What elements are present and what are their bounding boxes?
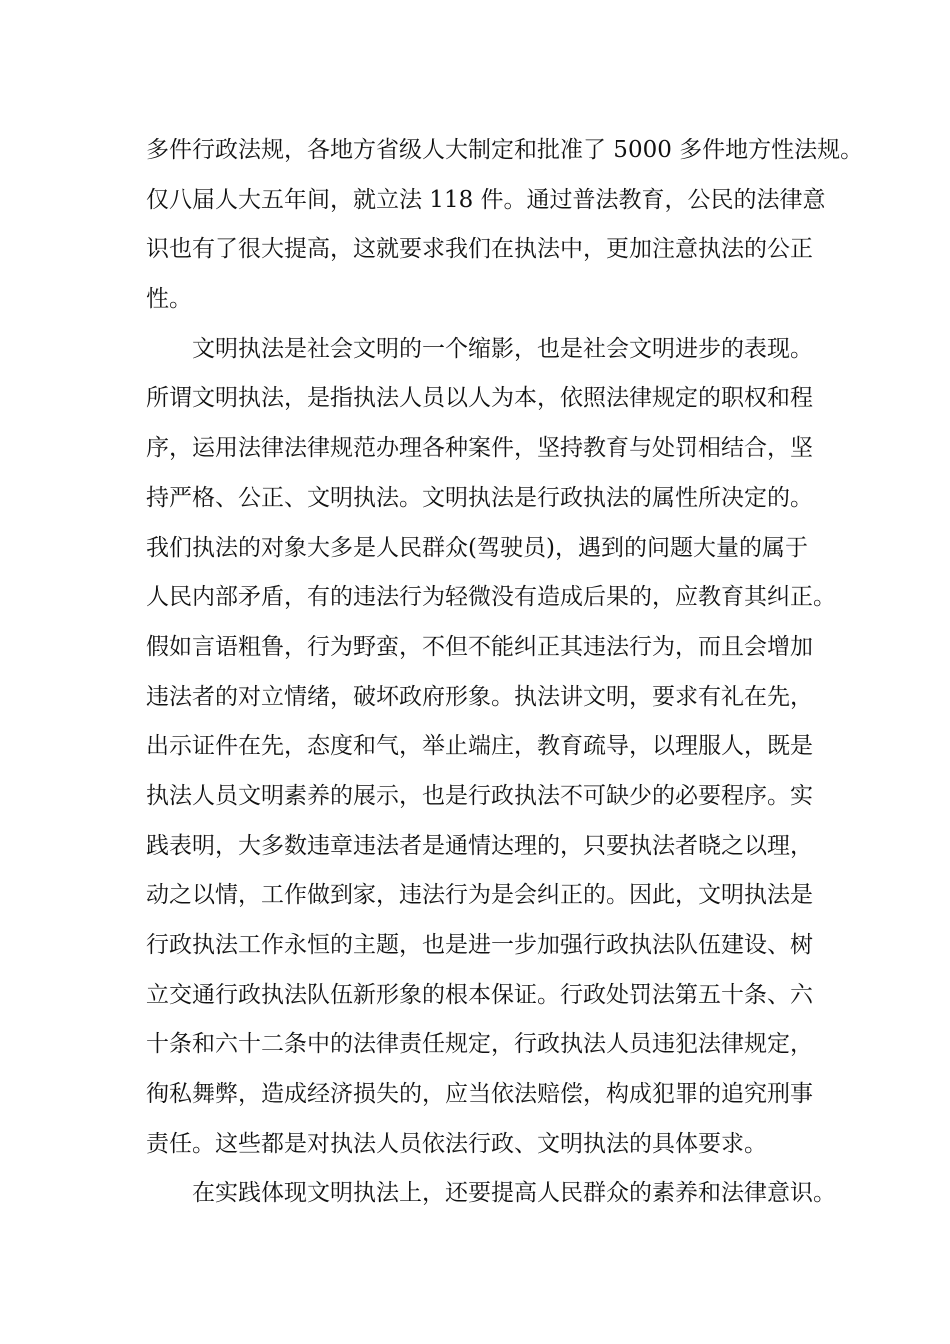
text-line: 责任。这些都是对执法人员依法行政、文明执法的具体要求。 <box>146 1130 767 1157</box>
text-line: 徇私舞弊，造成经济损失的，应当依法赔偿，构成犯罪的追究刑事 <box>146 1081 813 1108</box>
text-line: 行政执法工作永恒的主题，也是进一步加强行政执法队伍建设、树 <box>146 932 813 958</box>
text-line: 识也有了很大提高，这就要求我们在执法中，更加注意执法的公正 <box>146 236 813 263</box>
text-line: 多件行政法规，各地方省级人大制定和批准了 5000 多件地方性法规。 <box>146 137 864 163</box>
text-line: 性。 <box>146 286 192 313</box>
text-line: 持严格、公正、文明执法。文明执法是行政执法的属性所决定的。 <box>146 484 813 511</box>
text-line: 践表明，大多数违章违法者是通情达理的，只要执法者晓之以理， <box>146 832 813 859</box>
paragraph <box>146 126 864 325</box>
text-line: 序，运用法律法律规范办理各种案件，坚持教育与处罚相结合，坚 <box>146 435 813 462</box>
text-line: 动之以情，工作做到家，违法行为是会纠正的。因此，文明执法是 <box>146 882 813 909</box>
text-line: 出示证件在先，态度和气，举止端庄，教育疏导，以理服人，既是 <box>146 733 813 760</box>
text-line: 我们执法的对象大多是人民群众(驾驶员)，遇到的问题大量的属于 <box>146 534 808 561</box>
text-line: 十条和六十二条中的法律责任规定，行政执法人员违犯法律规定， <box>146 1031 813 1058</box>
text-line: 文明执法是社会文明的一个缩影，也是社会文明进步的表现。 <box>192 335 813 362</box>
paragraph <box>146 325 846 1170</box>
text-line: 违法者的对立情绪，破坏政府形象。执法讲文明，要求有礼在先， <box>146 683 813 710</box>
text-line: 所谓文明执法，是指执法人员以人为本，依照法律规定的职权和程 <box>146 385 813 412</box>
text-line: 执法人员文明素养的展示，也是行政执法不可缺少的必要程序。实 <box>146 782 813 809</box>
text-line: 在实践体现文明执法上，还要提高人民群众的素养和法律意识。 <box>192 1180 836 1207</box>
text-line: 假如言语粗鲁，行为野蛮，不但不能纠正其违法行为，而且会增加 <box>146 633 813 660</box>
body-text <box>146 126 864 1219</box>
text-line: 仅八届人大五年间，就立法 118 件。通过普法教育，公民的法律意 <box>146 186 826 213</box>
text-line: 人民内部矛盾，有的违法行为轻微没有造成后果的，应教育其纠正。 <box>146 584 836 611</box>
text-line: 立交通行政执法队伍新形象的根本保证。行政处罚法第五十条、六 <box>146 981 813 1008</box>
paragraph <box>146 1169 846 1219</box>
